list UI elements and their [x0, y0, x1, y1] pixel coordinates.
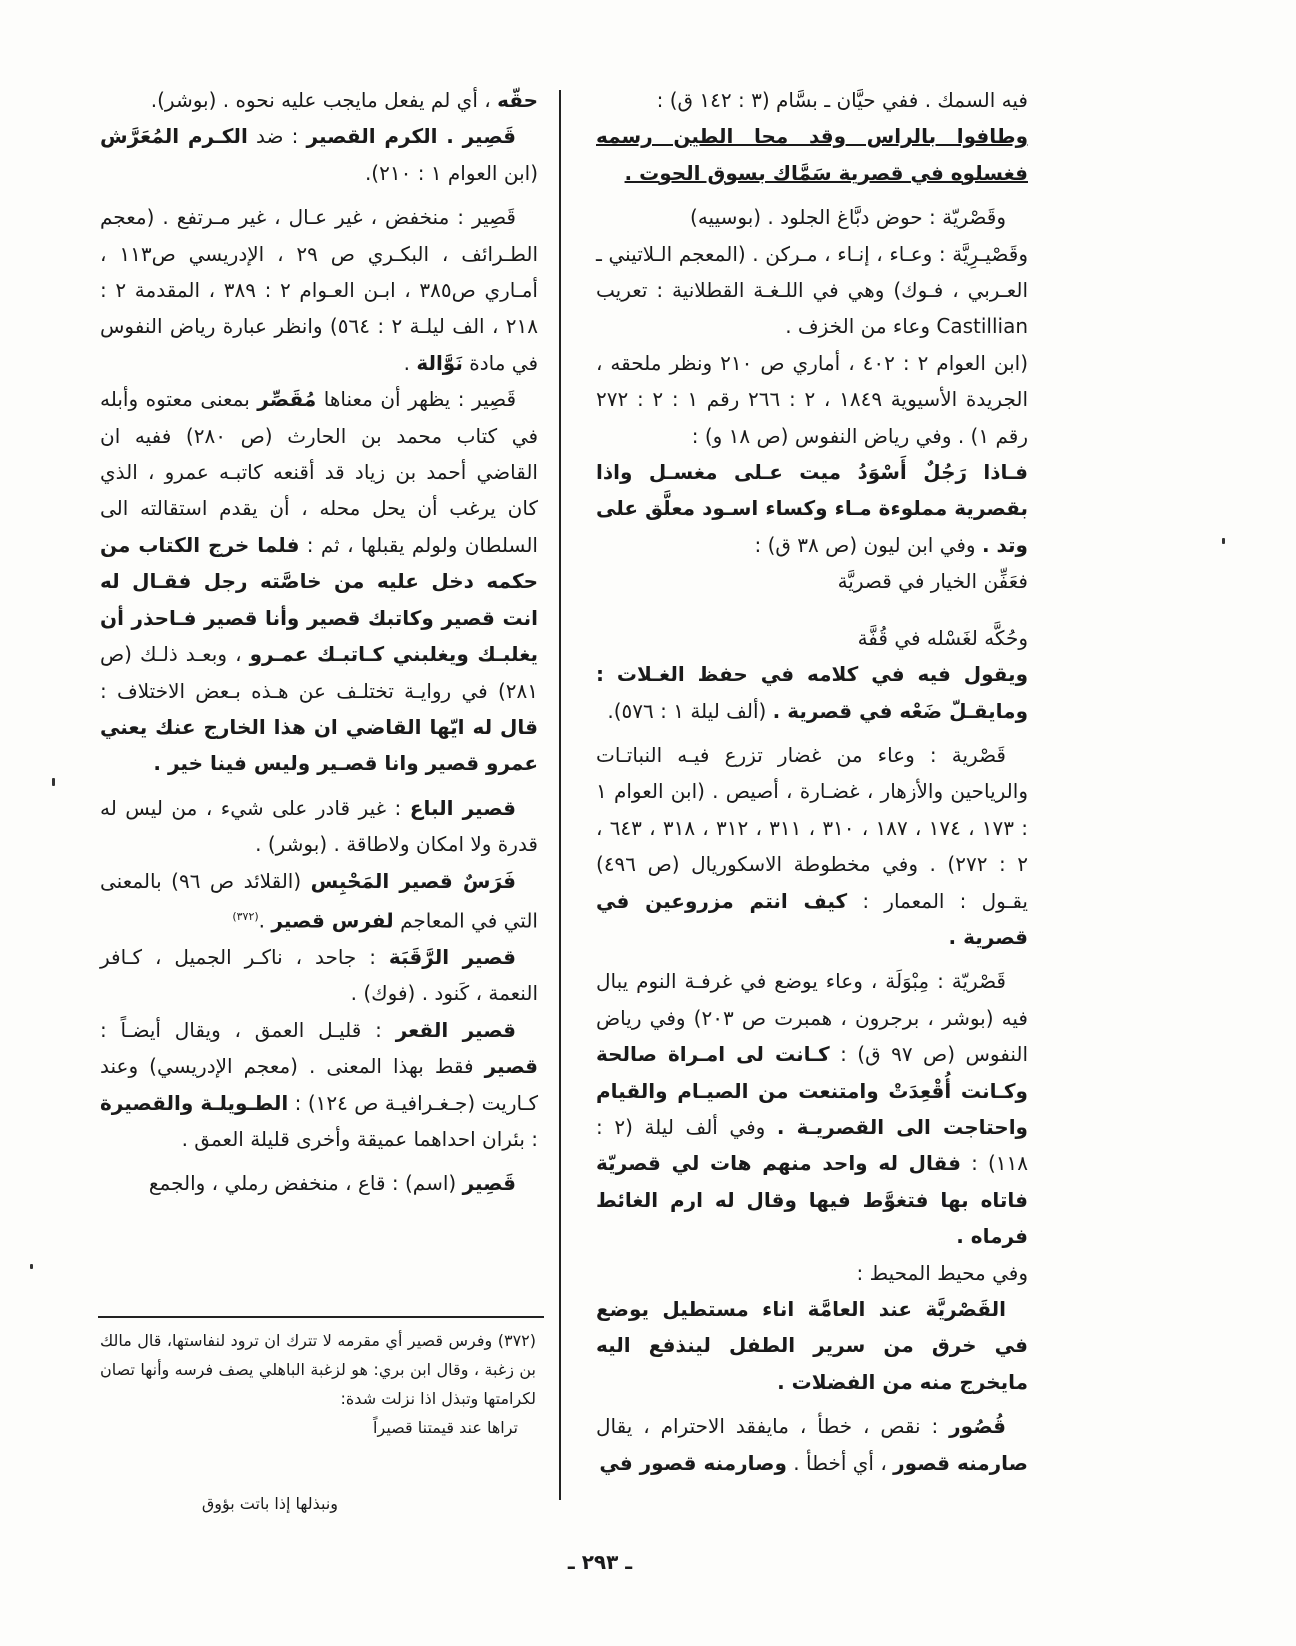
page-number: ـ ٢٩٣ ـ — [567, 1550, 633, 1574]
entry-qasir-baa: قصير الباع : غير قادر على شيء ، من ليس له قدرة ولا امكان ولاطاقة . (بوشر) . — [100, 795, 538, 857]
quote-text: لفرس قصير — [271, 908, 394, 933]
quote-text: القَصْريَّة عند العامَّة اناء مستطيل يوضع في خرق من سرير الطفل لينذفع اليه مايخرج منه من الفضلات . — [596, 1297, 1028, 1394]
headword: قصير الباع — [409, 795, 517, 820]
quote-text: كـانت لى امـراة صالحة وكـانت أُقْعِدَتْ وامتنعت من الصيـام والقيام واحتاجت الى القصريـة . — [596, 1042, 1028, 1139]
footnote-rule — [98, 1316, 544, 1318]
headword: قُصُور — [949, 1414, 1007, 1439]
scan-mark — [1222, 538, 1225, 544]
quote-text: الطـويلـة والقصيرة — [100, 1090, 289, 1115]
quote-text: الكـرم المُعَرَّش — [100, 124, 248, 149]
quote-text: وصارمنه قصور في — [599, 1450, 787, 1475]
footnote — [100, 1326, 536, 1442]
entry-qasir-low: قَصِير : منخفض ، غير عـال ، غير مـرتفع . (معجم الطـرائف ، البكـري ص ٢٩ ، الإدريسي ص١١٣ ، أمـاري ص٣٨٥ ، ابـن العـوام ٢ : ٣٨٩ ، المقدمة ٢ : ٢١٨ ، الف ليلـة ٢ : ٥٦٤) وانظر عبارة رياض النفوس في مادة نَوَّالة . — [100, 205, 539, 375]
quote-text: حقّه — [497, 88, 538, 112]
entry-qasriyya-pot: قَصْرية : وعاء من غضار تزرع فيـه النباتـات والرياحين والأزهار ، غضـارة ، أصيص . (ابن العوام ١ : ١٧٣ ، ١٧٤ ، ١٨٧ ، ٣١٠ ، ٣١١ ، ٣١٢ ، ٣١٨ ، ٦٤٣ ، ٢ : ٢٧٢) . وفي مخطوطة الاسكوريال (ص ٤٩٦) يقـول : المعمار : كيف انتم مزروعين في قصرية . — [596, 742, 1029, 949]
entry-qasriyya-chamber: قَصْريّة : مِبْوَلَة ، وعاء يوضع في غرفـة النوم يبال فيه (بوشر ، برجرون ، همبرت ص ٢٠٣) وفي رياض النفوس (ص ٩٧ ق) : كـانت لى امـراة صالحة وكـانت أُقْعِدَتْ وامتنعت من الصيـام والقيام واحتاجت الى القصريـة . وفي ألف ليلة (٢ : ١١٨) : فقال له واحد منهم هات لي قصريّة فاتاه بها فتغوَّط فيها وقال له ارم الغائط فرماه . — [596, 969, 1028, 1249]
quote-text: وطافوا بالراس وقد محا الطين رسمه فغسلوه في قصرية سَمَّاك بسوق الحوت . — [596, 124, 1028, 185]
paragraph: فيه السمك . ففي حيَّان ـ بسَّام (٣ : ١٤٢ ق) : — [656, 88, 1028, 112]
entry-qasir-qaar: قصير القعر : قليـل العمق ، ويقال أيضـاً : قصير فقط بهذا المعنى . (معجم الإدريسي) وعند كـاريت (جـغـرافيـة ص ١٢٤) : الطـويلـة والقصيرة : بئران احداهما عميقة وأخرى قليلة العمق . — [100, 1017, 539, 1152]
quote-text: صارمنه قصور — [893, 1450, 1028, 1475]
paragraph — [596, 118, 1028, 191]
column-divider — [559, 90, 561, 1500]
entry-qasiriyya: وقَصْيـرِيَّة : وعـاء ، إنـاء ، مـركن . (المعجم الـلاتيني ـ العـربي ، فـوك) وهي في اللـغـة القطلانية : تعريب Castillian وعاء من الخزف . — [596, 241, 1028, 339]
headword: فَرَسٌ قصير المَحْبِس — [310, 868, 516, 893]
headword: قصير الرَّقَبَة — [388, 945, 516, 969]
entry-qasir-karm: قَصِير . الكرم القصير : ضد الكـرم المُعَرَّش (ابن العوام ١ : ٢١٠). — [100, 124, 538, 185]
quote-text: فلما خرج الكتاب من حكمه دخل عليه من خاصَّته رجل فقـال له انت قصير وكاتبك قصير وأنا قصير فـاحذر أن يغلبـك ويغلبني كـاتبـك عمـرو — [100, 532, 538, 667]
entry-qusur: قُصُور : نقص ، خطأ ، مايفقد الاحترام ، يقال صارمنه قصور ، أي أخطأ . وصارمنه قصور في — [596, 1414, 1028, 1475]
footnote-verse-second: ونبذلها إذا باتت بؤوق — [201, 1494, 338, 1513]
entry-qasir-muqassir: قَصِير : يظهر أن معناها مُقَصِّر بمعنى معتوه وأبله في كتاب محمد بن الحارث (ص ٢٨٠) ففيه ان القاضي أحمد بن زياد قد أقنعه كاتبـه عمرو ، الذي كان يرغب أن يحل محله ، أن يقدم استقالته الى السلطان ولولم يقبلها ، ثم : فلما خرج الكتاب من حكمه دخل عليه من خاصَّته رجل فقـال له انت قصير وكاتبك قصير وأنا قصير فـاحذر أن يغلبـك ويغلبني كـاتبـك عمـرو ، وبعـد ذلـك (ص ٢٨١) في روايـة تختلـف عن هـذه بـعض الاختلاف : قال له ايّها القاضي ان هذا الخارج عنك يعني عمرو قصير وانا قصـير وليس فينا خير . — [100, 387, 539, 776]
quote-text: ويقول فيه في كلامه في حفظ الغـلات : ومايقـلّ ضَعْه في قصرية . — [596, 662, 1028, 723]
paragraph: حقّه ، أي لم يفعل مايجب عليه نحوه . (بوشر). — [150, 88, 538, 112]
footnote-text: (٣٧٢) وفرس قصير أي مقرمه لا تترك ان ترود لنفاستها، قال مالك بن زغبة ، وقال ابن بري: هو لزغبة الباهلي يصف فرسه وأنها تصان لكرامتها وتبذل اذا نزلت شدة: — [100, 1331, 536, 1408]
paragraph: فـاذا رَجُلٌ أَسْوَدُ ميت عـلى مغسـل واذا بقصرية مملوءة مـاء وكساء اسـود معلَّق على وتد . وفي ابن ليون (ص ٣٨ ق) : — [596, 460, 1028, 557]
scan-mark — [30, 1264, 33, 1269]
verse-line: وحُكَّه لغَسْله في قُفَّة — [857, 625, 1028, 650]
footnote-verse: تراها عند قيمتنا قصيراً — [373, 1418, 518, 1437]
left-column — [100, 82, 538, 1202]
entry-qasriyya: وقَصْريّة : حوض دبَّاغ الجلود . (بوسييه) — [690, 205, 1006, 230]
entry-qasir-raqaba: قصير الرَّقَبَة : جاحد ، ناكـر الجميل ، كـافر النعمة ، كَنود . (فوك) . — [100, 945, 538, 1006]
quote-text: قصير — [484, 1054, 539, 1079]
quote-text: مُقَصِّر — [257, 387, 317, 412]
paragraph — [596, 1291, 1028, 1400]
entry-faras-qasir: فَرَسٌ قصير المَحْبِس (القلائد ص ٩٦) بالمعنى التي في المعاجم لفرس قصير .$^{(٣٧٢)}$ — [100, 868, 538, 933]
paragraph: (ابن العوام ٢ : ٤٠٢ ، أماري ص ٢١٠ ونظر ملحقه ، الجريدة الأسيوية ١٨٤٩ ، ٢ : ٢٦٦ رقم ١ : ٢ : ٢٧٢ رقم ١) . وفي رياض النفوس (ص ١٨ و) : — [596, 350, 1029, 448]
paragraph: ويقول فيه في كلامه في حفظ الغـلات : ومايقـلّ ضَعْه في قصرية . (ألف ليلة ١ : ٥٧٦). — [596, 662, 1028, 723]
quote-text: نَوَّالة — [416, 350, 463, 375]
quote-text: كيف انتم مزروعين في قصرية . — [596, 888, 1028, 949]
verse-line: فعَفِّن الخيار في قصريَّة — [837, 569, 1028, 594]
headword: قصير القعر — [395, 1017, 516, 1042]
right-column — [596, 82, 1028, 1481]
quote-text: قال له ايّها القاضي ان هذا الخارج عنك يعني عمرو قصير وانا قصـير وليس فينا خير . — [100, 714, 538, 776]
entry-qasir-noun: قَصِير (اسم) : قاع ، منخفض رملي ، والجمع — [148, 1171, 516, 1196]
quote-text: فقال له واحد منهم هات لي قصريّة فاتاه بها فتغوَّط فيها وقال له ارم الغائط فرماه . — [596, 1151, 1028, 1249]
headword: قَصِير . الكرم القصير — [306, 124, 517, 149]
footnote-ref: (٣٧٢) — [232, 909, 259, 923]
quote-text: فـاذا رَجُلٌ أَسْوَدُ ميت عـلى مغسـل واذا بقصرية مملوءة مـاء وكساء اسـود معلَّق على وتد . — [596, 460, 1028, 557]
scan-mark — [52, 778, 55, 786]
headword: قَصِير — [462, 1171, 516, 1196]
paragraph: وفي محيط المحيط : — [856, 1260, 1028, 1285]
